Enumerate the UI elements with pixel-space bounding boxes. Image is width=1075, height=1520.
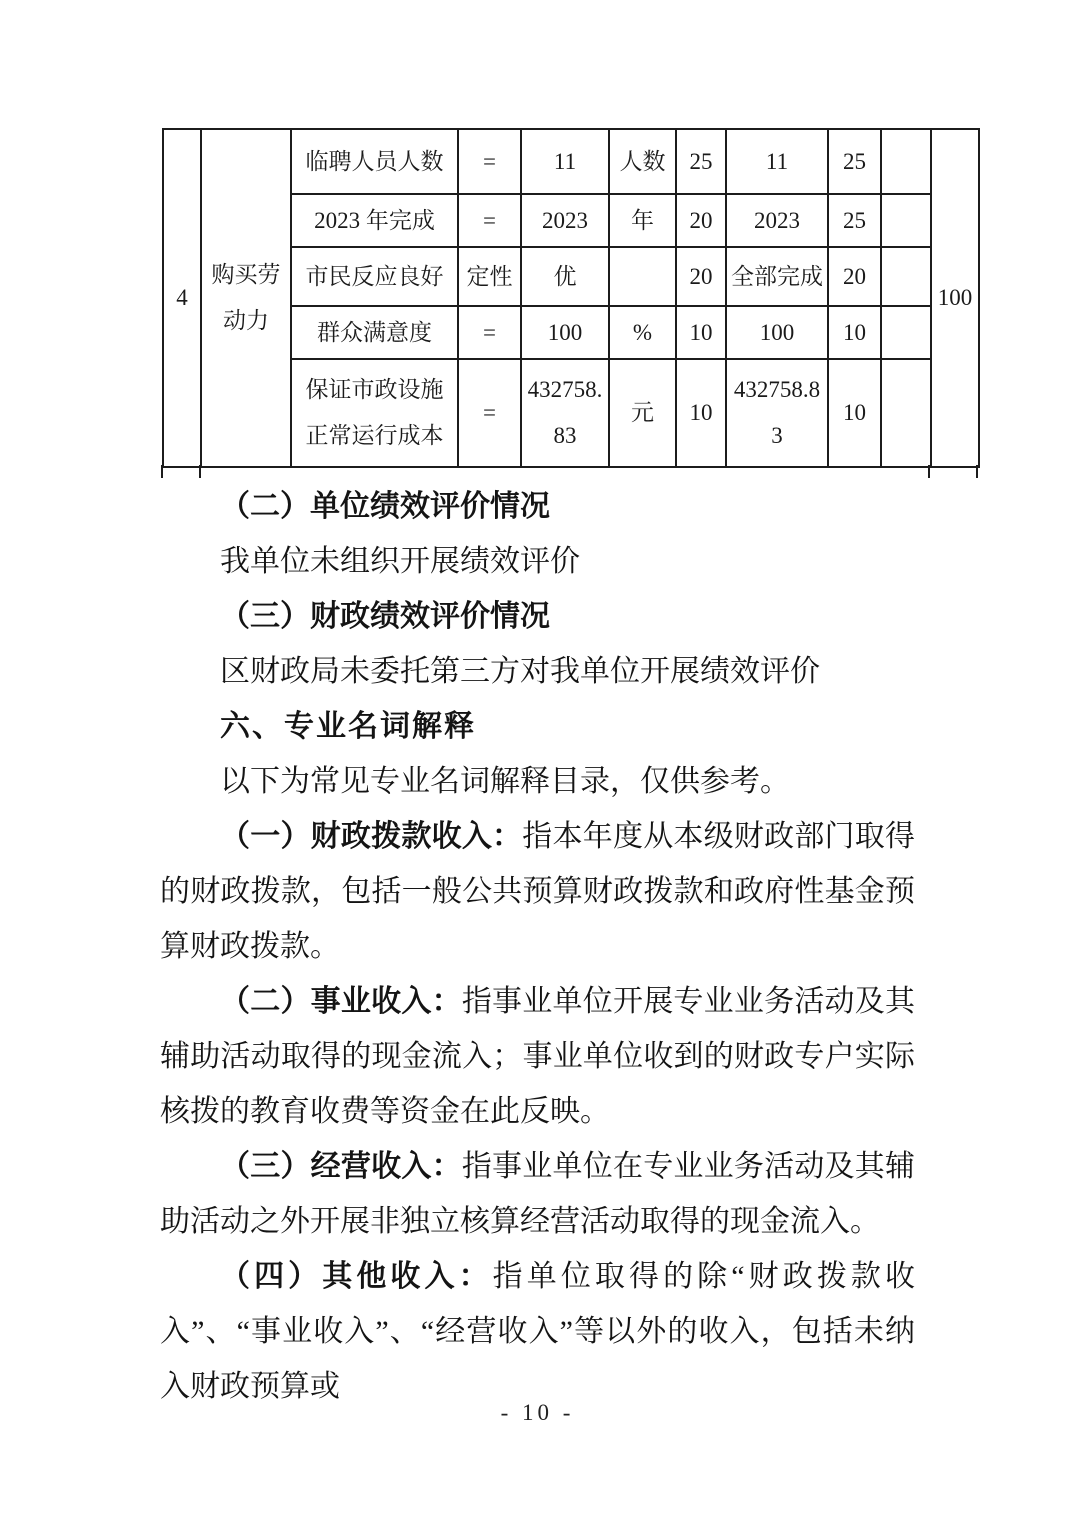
paragraph-glossary-intro: 以下为常见专业名词解释目录，仅供参考。: [220, 765, 790, 798]
term-paragraph-fiscal-appropriation-income: [160, 809, 915, 974]
document-body: [160, 479, 915, 1414]
unit-cell: %: [609, 306, 676, 359]
weight-cell: 10: [676, 359, 726, 467]
actual-cell: 100: [726, 306, 828, 359]
performance-score-table: [162, 128, 980, 468]
target-cell: 优: [521, 247, 609, 306]
term-body: 指单位取得的除“财政拨款收入”、“事业收入”、“经营收入”等以外的收入，包括未纳入财政预算或: [160, 1260, 915, 1403]
unit-cell: 元: [609, 359, 676, 467]
indicator-cell: 2023 年完成: [291, 194, 458, 247]
score-cell: 25: [828, 194, 881, 247]
term-paragraph-other-income: [160, 1249, 915, 1414]
weight-cell: 25: [676, 129, 726, 194]
note-cell: [881, 359, 931, 467]
total-score-cell: 100: [931, 129, 979, 467]
target-cell: 432758.83: [521, 359, 609, 467]
note-cell: [881, 129, 931, 194]
type-cell: =: [458, 359, 521, 467]
term-lead: （二）事业收入：: [220, 985, 462, 1018]
target-cell: 11: [521, 129, 609, 194]
unit-cell: [609, 247, 676, 306]
weight-cell: 20: [676, 247, 726, 306]
page-number: - 10 -: [500, 1400, 575, 1425]
table-border-tail: [161, 465, 163, 478]
type-cell: =: [458, 129, 521, 194]
note-cell: [881, 306, 931, 359]
table-row: [163, 129, 979, 194]
score-cell: 25: [828, 129, 881, 194]
project-name-cell: 购买劳动力: [201, 129, 291, 467]
table-border-tail: [976, 465, 978, 478]
term-lead: （一）财政拨款收入：: [220, 820, 523, 853]
table-border-tail: [199, 465, 201, 478]
actual-cell: 11: [726, 129, 828, 194]
unit-cell: 人数: [609, 129, 676, 194]
indicator-cell: 临聘人员人数: [291, 129, 458, 194]
term-body: 指本年度从本级财政部门取得的财政拨款，包括一般公共预算财政拨款和政府性基金预算财政拨款。: [160, 820, 916, 963]
actual-cell: 全部完成: [726, 247, 828, 306]
target-cell: 100: [521, 306, 609, 359]
note-cell: [881, 247, 931, 306]
section-heading-fiscal-evaluation: （三）财政绩效评价情况: [220, 600, 550, 633]
section-heading-glossary: 六、专业名词解释: [220, 710, 476, 743]
score-cell: 20: [828, 247, 881, 306]
term-body: 指事业单位在专业业务活动及其辅助活动之外开展非独立核算经营活动取得的现金流入。: [160, 1150, 916, 1238]
indicator-cell: 保证市政设施正常运行成本: [291, 359, 458, 467]
paragraph-fiscal-evaluation: 区财政局未委托第三方对我单位开展绩效评价: [220, 655, 820, 688]
indicator-cell: 市民反应良好: [291, 247, 458, 306]
score-cell: 10: [828, 306, 881, 359]
type-cell: 定性: [458, 247, 521, 306]
weight-cell: 10: [676, 306, 726, 359]
term-lead: （四）其他收入：: [220, 1260, 493, 1293]
unit-cell: 年: [609, 194, 676, 247]
section-heading-unit-evaluation: （二）单位绩效评价情况: [220, 490, 550, 523]
weight-cell: 20: [676, 194, 726, 247]
note-cell: [881, 194, 931, 247]
term-body: 指事业单位开展专业业务活动及其辅助活动取得的现金流入；事业单位收到的财政专户实际核拨的教育收费等资金在此反映。: [160, 985, 916, 1128]
target-cell: 2023: [521, 194, 609, 247]
indicator-cell: 群众满意度: [291, 306, 458, 359]
term-lead: （三）经营收入：: [220, 1150, 462, 1183]
actual-cell: 2023: [726, 194, 828, 247]
row-number-cell: 4: [163, 129, 201, 467]
type-cell: =: [458, 306, 521, 359]
term-paragraph-business-income: [160, 1139, 915, 1249]
score-cell: 10: [828, 359, 881, 467]
table-border-tail: [928, 465, 930, 478]
term-paragraph-operating-income-institution: [160, 974, 915, 1139]
actual-cell: 432758.83: [726, 359, 828, 467]
paragraph-unit-evaluation: 我单位未组织开展绩效评价: [220, 545, 580, 578]
type-cell: =: [458, 194, 521, 247]
